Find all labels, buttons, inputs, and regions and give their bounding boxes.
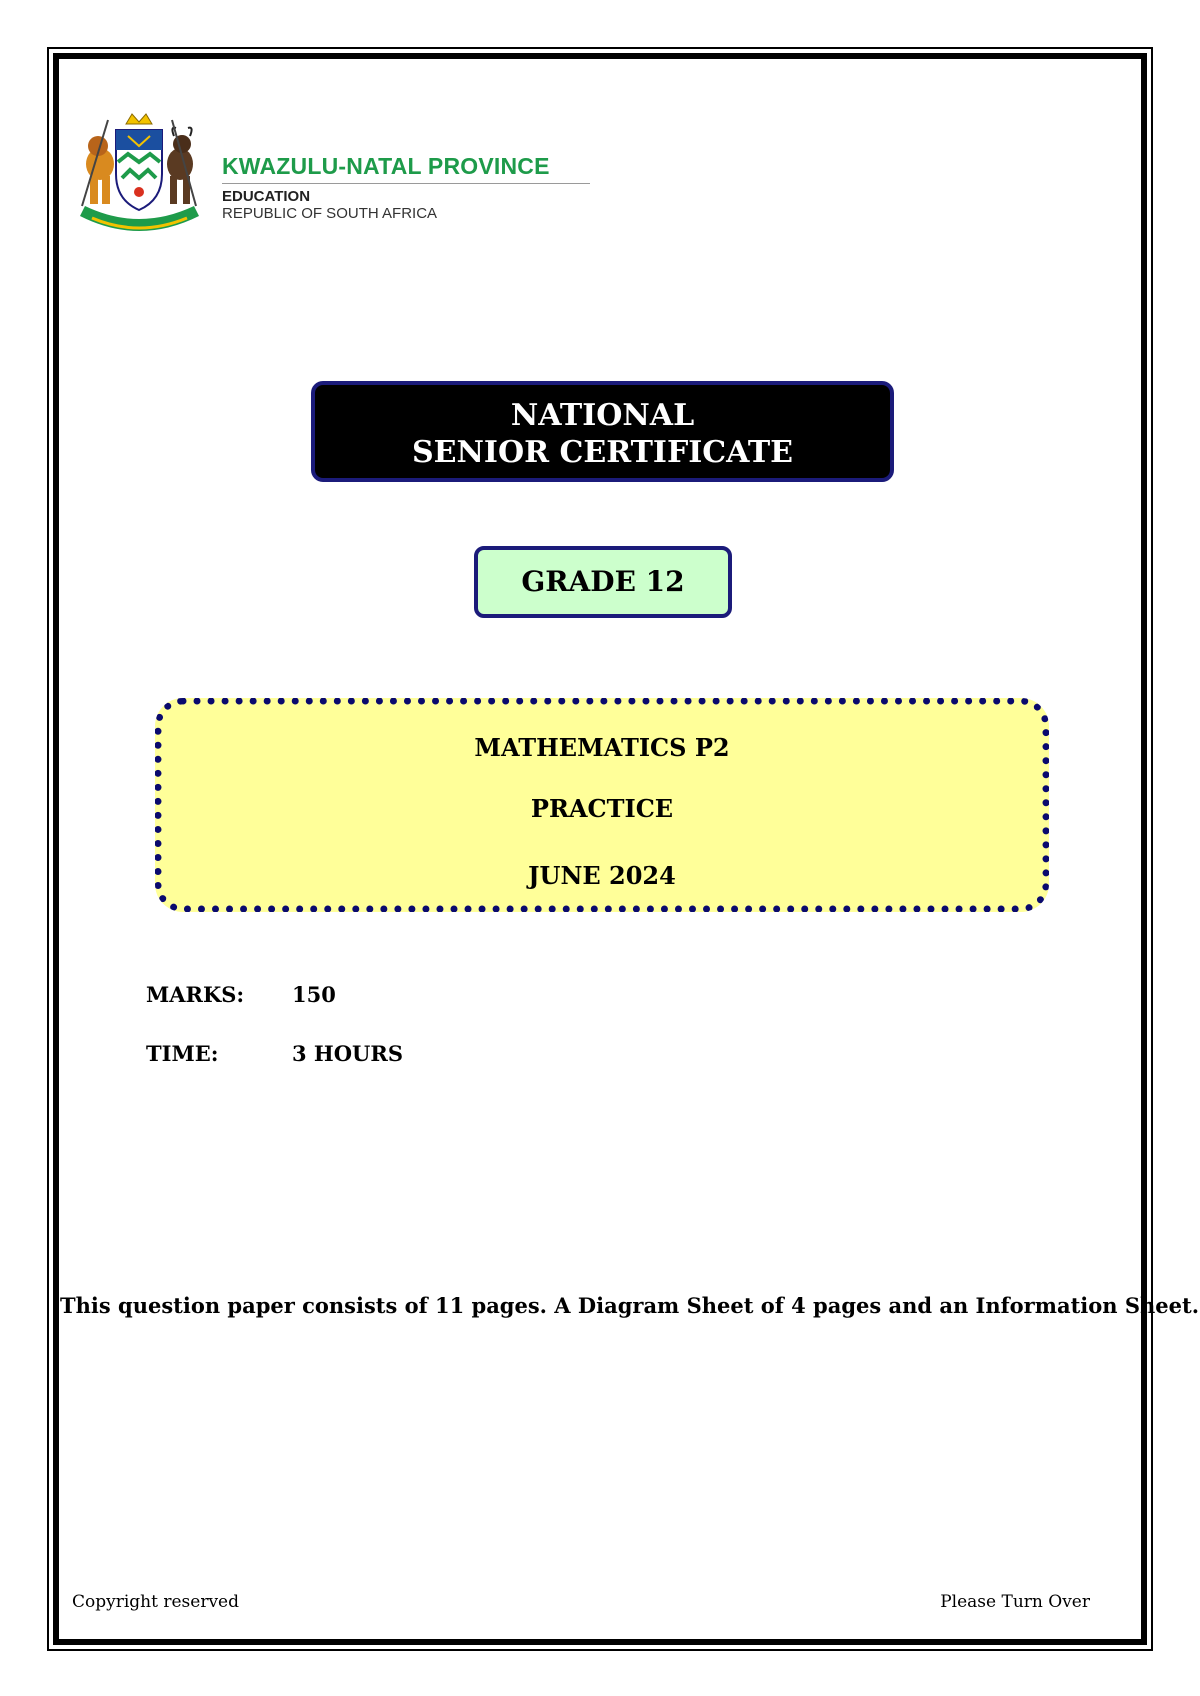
subject-box [155,698,1049,912]
grade-label: GRADE 12 [521,565,685,598]
subject-type: PRACTICE [530,794,674,823]
certificate-line-1: NATIONAL [510,398,695,433]
pages-note: This question paper consists of 11 pages. A Diagram Sheet of 4 pages and an Information Sheet. [60,1293,1200,1318]
time-label: TIME: [146,1041,219,1066]
department-name: EDUCATION [222,188,311,205]
subject-date: JUNE 2024 [528,861,676,890]
footer-turn-over: Please Turn Over [940,1592,1090,1612]
subject-title: MATHEMATICS P2 [474,733,730,762]
coat-of-arms-icon [72,106,207,241]
certificate-line-2: SENIOR CERTIFICATE [411,435,794,470]
marks-label: MARKS: [146,982,245,1007]
department-header [222,153,590,222]
country-name: REPUBLIC OF SOUTH AFRICA [222,205,438,222]
footer-copyright: Copyright reserved [72,1592,240,1612]
marks-row [146,982,336,1007]
province-name: KWAZULU-NATAL PROVINCE [222,153,590,184]
time-row [146,1041,403,1066]
time-value: 3 HOURS [292,1041,403,1066]
grade-box [474,546,732,618]
certificate-title-box [311,381,894,482]
marks-value: 150 [292,982,336,1007]
